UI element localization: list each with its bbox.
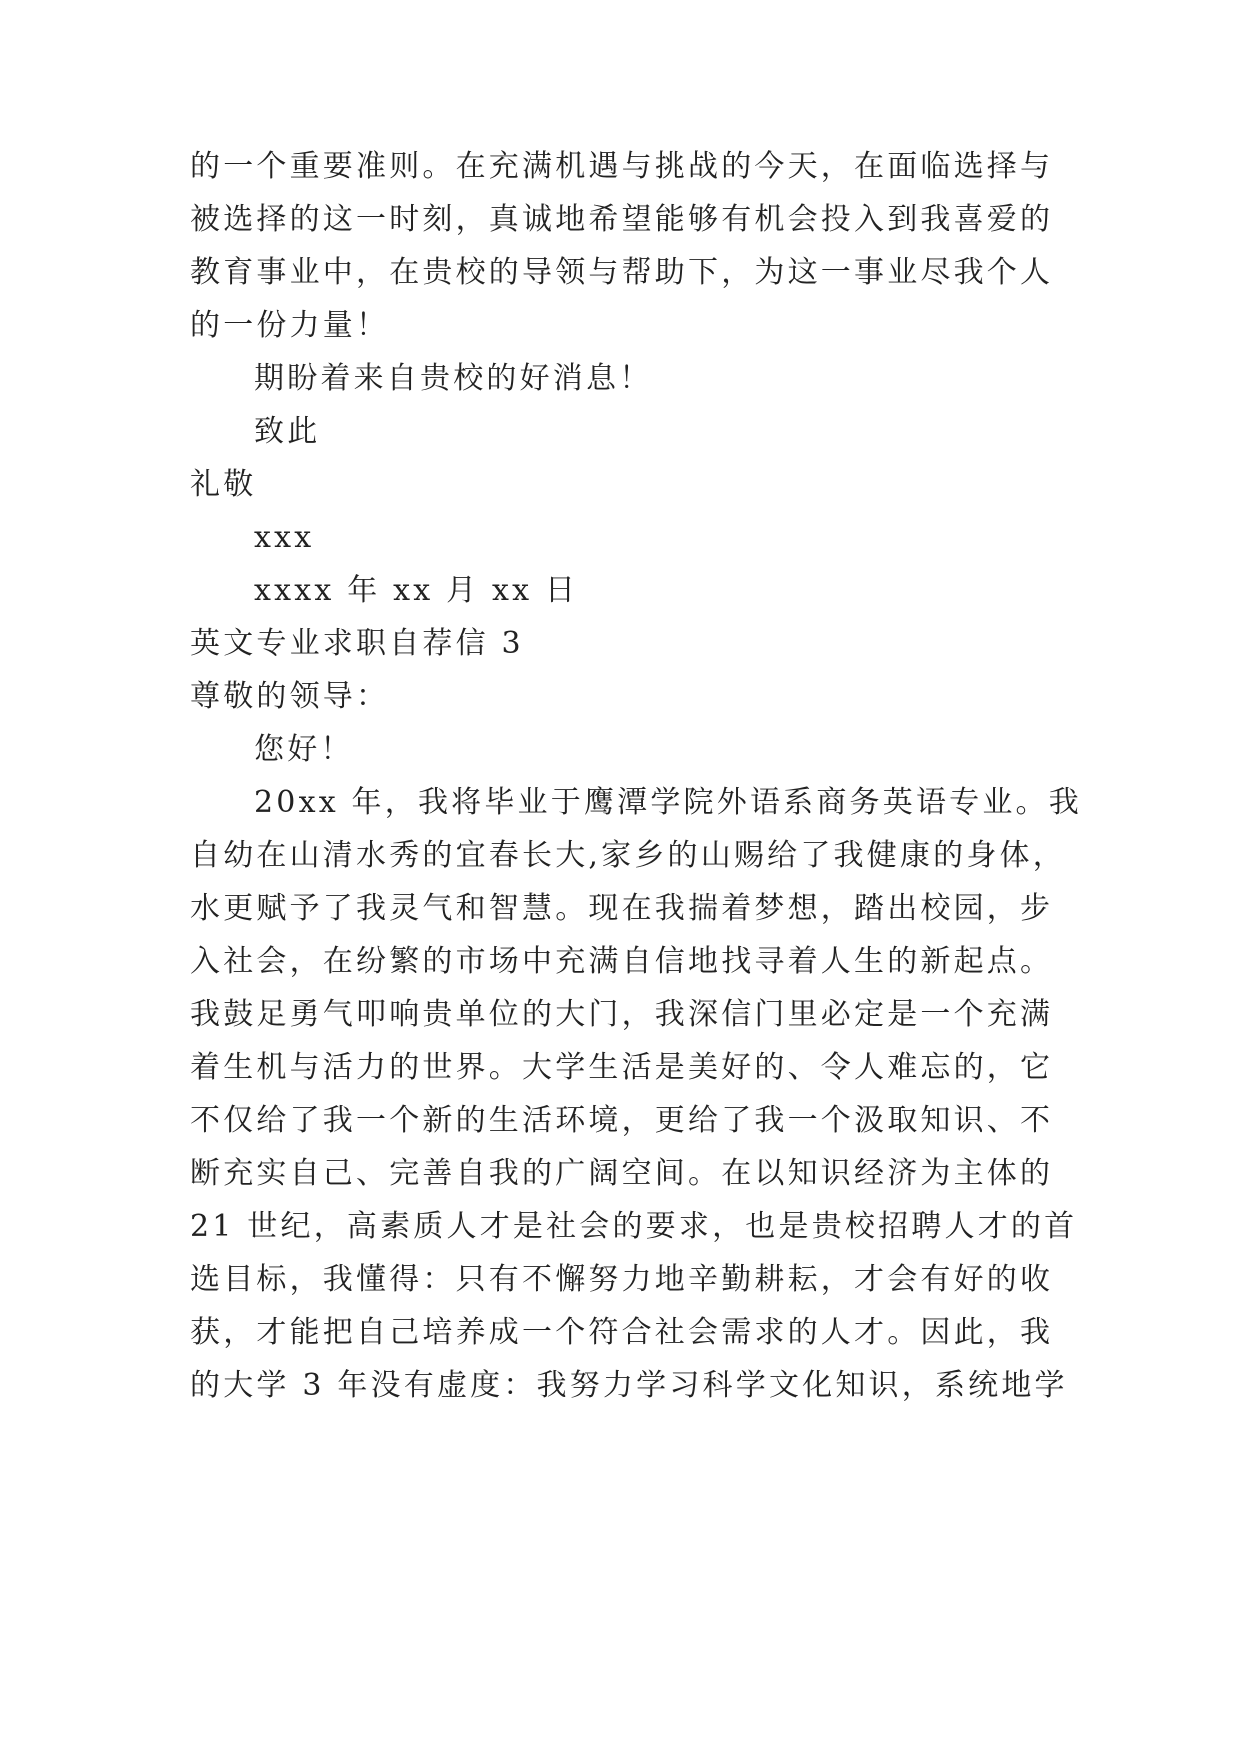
text-line: 的一份力量！ [190, 308, 390, 343]
text-line: 21 世纪，高素质人才是社会的要求，也是贵校招聘人才的首 [190, 1209, 1078, 1244]
text-line: 教育事业中，在贵校的导领与帮助下，为这一事业尽我个人 [190, 255, 1054, 290]
text-line: 被选择的这一时刻，真诚地希望能够有机会投入到我喜爱的 [190, 202, 1054, 237]
text-line: 我鼓足勇气叩响贵单位的大门，我深信门里必定是一个充满 [190, 997, 1054, 1032]
text-line: 20xx 年，我将毕业于鹰潭学院外语系商务英语专业。我 [254, 785, 1082, 820]
text-line: 的大学 3 年没有虚度：我努力学习科学文化知识，系统地学 [190, 1368, 1068, 1403]
greeting-line: 您好！ [254, 732, 354, 767]
text-line: 不仅给了我一个新的生活环境，更给了我一个汲取知识、不 [190, 1103, 1054, 1138]
text-line: 水更赋予了我灵气和智慧。现在我揣着梦想，踏出校园，步 [190, 891, 1054, 926]
greeting-line: 尊敬的领导： [190, 679, 390, 714]
signature-line: xxx [254, 520, 315, 555]
text-line: 选目标，我懂得：只有不懈努力地辛勤耕耘，才会有好的收 [190, 1262, 1054, 1297]
text-line: 获，才能把自己培养成一个符合社会需求的人才。因此，我 [190, 1315, 1054, 1350]
text-line: 的一个重要准则。在充满机遇与挑战的今天，在面临选择与 [190, 149, 1054, 184]
date-line: xxxx 年 xx 月 xx 日 [254, 573, 579, 608]
text-line: 入社会，在纷繁的市场中充满自信地找寻着人生的新起点。 [190, 944, 1054, 979]
text-line: 自幼在山清水秀的宜春长大,家乡的山赐给了我健康的身体， [190, 838, 1066, 873]
salutation-line: 礼敬 [190, 467, 257, 502]
text-line: 期盼着来自贵校的好消息！ [254, 361, 653, 396]
section-title: 英文专业求职自荐信 3 [190, 626, 524, 661]
text-line: 断充实自己、完善自我的广阔空间。在以知识经济为主体的 [190, 1156, 1054, 1191]
closing-line: 致此 [254, 414, 321, 449]
text-line: 着生机与活力的世界。大学生活是美好的、令人难忘的，它 [190, 1050, 1054, 1085]
